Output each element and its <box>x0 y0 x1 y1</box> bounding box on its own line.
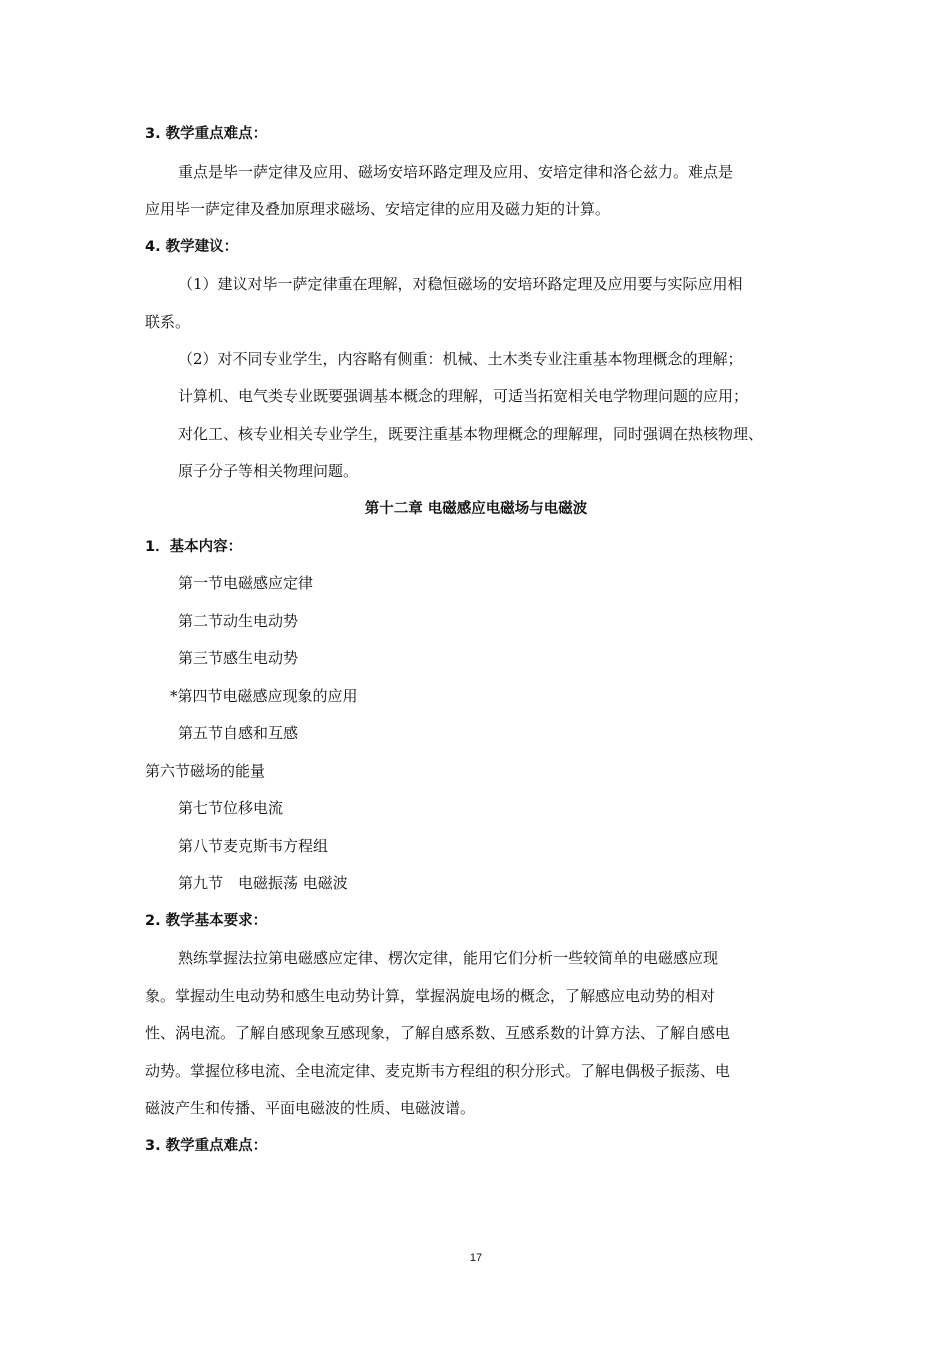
paragraph-line: 重点是毕一萨定律及应用、磁场安培环路定理及应用、安培定律和洛仑兹力。难点是 <box>178 163 734 181</box>
paragraph-line: （2）对不同专业学生，内容略有侧重：机械、土木类专业注重基本物理概念的理解； <box>178 350 743 368</box>
heading-basic-contents: 1．基本内容： <box>145 539 243 555</box>
section-item: 第六节磁场的能量 <box>145 762 266 780</box>
paragraph-line: 应用毕一萨定律及叠加原理求磁场、安培定律的应用及磁力矩的计算。 <box>145 200 611 218</box>
paragraph-line: 计算机、电气类专业既要强调基本概念的理解，可适当拓宽相关电学物理问题的应用； <box>178 387 749 405</box>
section-item: *第四节电磁感应现象的应用 <box>170 687 358 705</box>
section-item: 第五节自感和互感 <box>178 724 299 742</box>
section-item: 第一节电磁感应定律 <box>178 574 314 592</box>
heading-key-points: 3. 教学重点难点： <box>145 1138 268 1154</box>
heading-basic-requirements: 2. 教学基本要求： <box>145 913 268 929</box>
paragraph-line: 熟练掌握法拉第电磁感应定律、楞次定律，能用它们分析一些较简单的电磁感应现 <box>178 949 719 967</box>
section-item: 第二节动生电动势 <box>178 612 299 630</box>
section-item: 第九节 电磁振荡 电磁波 <box>178 874 348 892</box>
paragraph-line: 性、涡电流。了解自感现象互感现象，了解自感系数、互感系数的计算方法、了解自感电 <box>145 1024 731 1042</box>
paragraph-line: 磁波产生和传播、平面电磁波的性质、电磁波谱。 <box>145 1099 476 1117</box>
paragraph-line: （1）建议对毕一萨定律重在理解，对稳恒磁场的安培环路定理及应用要与实际应用相 <box>178 275 743 293</box>
heading-key-points: 3. 教学重点难点： <box>145 126 268 142</box>
chapter-title: 第十二章 电磁感应电磁场与电磁波 <box>364 501 588 517</box>
paragraph-line: 动势。掌握位移电流、全电流定律、麦克斯韦方程组的积分形式。了解电偶极子振荡、电 <box>145 1062 731 1080</box>
paragraph-line: 对化工、核专业相关专业学生，既要注重基本物理概念的理解理，同时强调在热核物理、 <box>178 425 764 443</box>
paragraph-line: 象。掌握动生电动势和感生电动势计算，掌握涡旋电场的概念，了解感应电动势的相对 <box>145 987 716 1005</box>
paragraph-line: 原子分子等相关物理问题。 <box>178 462 359 480</box>
section-item: 第七节位移电流 <box>178 799 284 817</box>
section-item: 第三节感生电动势 <box>178 649 299 667</box>
section-item: 第八节麦克斯韦方程组 <box>178 837 329 855</box>
page-number: 17 <box>469 1252 483 1264</box>
paragraph-line: 联系。 <box>145 313 191 331</box>
heading-suggestions: 4. 教学建议： <box>145 239 239 255</box>
